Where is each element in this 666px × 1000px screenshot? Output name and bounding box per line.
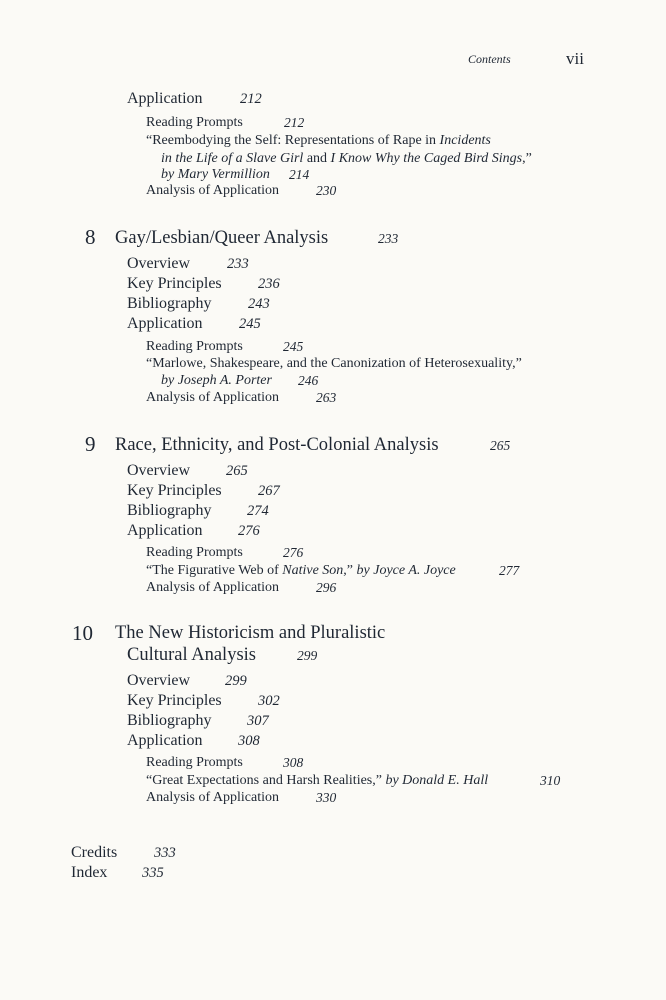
entry-page: 333 [154,845,176,861]
chapter-number: 9 [85,432,96,456]
entry-label: Application [127,522,203,539]
entry-label: Bibliography [127,712,212,729]
chapter-title-line-1[interactable]: The New Historicism and Pluralistic [115,623,386,643]
toc-entry-application[interactable] [127,90,262,108]
essay-author: by Joseph A. Porter [161,373,272,388]
essay-title-italic: Incidents [439,133,491,148]
entry-label: Overview [127,255,191,272]
toc-entry-credits[interactable] [71,844,176,862]
entry-page: 233 [227,256,249,272]
essay-title-italic: Native Son [282,563,344,578]
toc-entry-bibliography[interactable] [127,295,270,313]
toc-entry-bibliography[interactable] [127,712,269,730]
toc-entry-reading-prompts[interactable] [146,339,304,355]
toc-entry-analysis[interactable] [146,790,337,806]
toc-entry-overview[interactable] [127,255,249,273]
entry-page: 243 [248,296,270,312]
entry-label: Reading Prompts [146,545,243,560]
essay-title-italic: I Know Why the Caged Bird Sings [330,151,523,166]
entry-label: Index [71,864,108,881]
essay-title-text: ,” [343,563,357,578]
chapter-title-line-2[interactable]: Cultural Analysis [127,645,256,665]
chapter-title[interactable]: Gay/Lesbian/Queer Analysis [115,228,329,248]
entry-page: 308 [283,755,304,770]
entry-label: Application [127,732,203,749]
toc-entry-bibliography[interactable] [127,502,269,520]
entry-label: Bibliography [127,295,212,312]
chapter-number: 8 [85,225,96,249]
toc-entry-essay[interactable] [146,563,520,579]
essay-title-text: “Great Expectations and Harsh Realities,” [146,773,386,788]
essay-title-text: “Reembodying the Self: Representations of Rape in [146,133,440,148]
toc-entry-essay[interactable] [146,773,561,789]
entry-label: Key Principles [127,482,222,499]
entry-label: Key Principles [127,275,222,292]
entry-page: 214 [289,167,310,182]
entry-label: Reading Prompts [146,339,243,354]
entry-label: Overview [127,462,191,479]
entry-page: 330 [316,790,337,805]
essay-author: by Joyce A. Joyce [356,563,456,578]
entry-page: 263 [316,390,337,405]
entry-page: 267 [258,483,280,499]
entry-page: 277 [499,563,520,578]
entry-label: Reading Prompts [146,755,243,770]
entry-page: 296 [316,580,337,595]
entry-label: Reading Prompts [146,115,243,130]
essay-title-text: and [303,151,331,166]
entry-page: 308 [238,733,260,749]
chapter-number: 10 [72,621,93,645]
essay-author: by Donald E. Hall [385,773,489,788]
toc-entry-key-principles[interactable] [127,275,280,293]
entry-page: 236 [258,276,280,292]
chapter-title[interactable]: Race, Ethnicity, and Post-Colonial Analysis [115,435,439,455]
entry-label: Analysis of Application [146,790,279,805]
toc-entry-reading-prompts[interactable] [146,545,304,561]
toc-entry-essay-line-2[interactable] [161,151,532,167]
entry-page: 245 [239,316,261,332]
toc-entry-analysis[interactable] [146,390,337,406]
toc-entry-overview[interactable] [127,672,247,690]
toc-entry-application[interactable] [127,315,261,333]
entry-page: 246 [298,373,319,388]
entry-label: Overview [127,672,191,689]
essay-title-text: “Marlowe, Shakespeare, and the Canonization of Heterosexuality,” [146,356,522,371]
entry-label: Credits [71,844,118,861]
toc-entry-index[interactable] [71,864,164,882]
toc-entry-application[interactable] [127,732,260,750]
entry-page: 307 [247,713,269,729]
toc-entry-overview[interactable] [127,462,248,480]
toc-entry-essay-line-1[interactable] [146,356,522,372]
entry-page: 274 [247,503,269,519]
entry-label: Bibliography [127,502,212,519]
chapter-page: 233 [378,231,399,246]
toc-entry-reading-prompts[interactable] [146,755,304,771]
entry-page: 245 [283,339,304,354]
toc-entry-analysis[interactable] [146,183,337,199]
entry-page: 335 [142,865,164,881]
entry-label: Key Principles [127,692,222,709]
entry-label: Application [127,90,203,107]
entry-page: 310 [540,773,561,788]
chapter-page: 299 [297,648,318,663]
toc-entry-reading-prompts[interactable] [146,115,305,131]
essay-title-text: “The Figurative Web of [146,563,283,578]
entry-page: 299 [225,673,247,689]
entry-page: 212 [240,91,262,107]
toc-entry-application[interactable] [127,522,260,540]
entry-label: Analysis of Application [146,390,279,405]
entry-page: 230 [316,183,337,198]
essay-title-text: ,” [522,151,532,166]
essay-author: by Mary Vermillion [161,167,270,182]
entry-label: Analysis of Application [146,183,279,198]
toc-entry-analysis[interactable] [146,580,337,596]
entry-page: 302 [258,693,280,709]
toc-entry-key-principles[interactable] [127,482,280,500]
page-number: vii [566,49,584,68]
entry-page: 276 [283,545,304,560]
entry-label: Analysis of Application [146,580,279,595]
toc-entry-essay-author[interactable] [161,167,310,183]
entry-page: 212 [284,115,305,130]
essay-title-italic: in the Life of a Slave Girl [161,151,304,166]
toc-entry-essay-author[interactable] [161,373,319,389]
toc-entry-essay-line-1[interactable] [146,133,491,149]
running-head-title: Contents [468,52,511,66]
entry-label: Application [127,315,203,332]
toc-entry-key-principles[interactable] [127,692,280,710]
entry-page: 265 [226,463,248,479]
entry-page: 276 [238,523,260,539]
chapter-page: 265 [490,438,511,453]
